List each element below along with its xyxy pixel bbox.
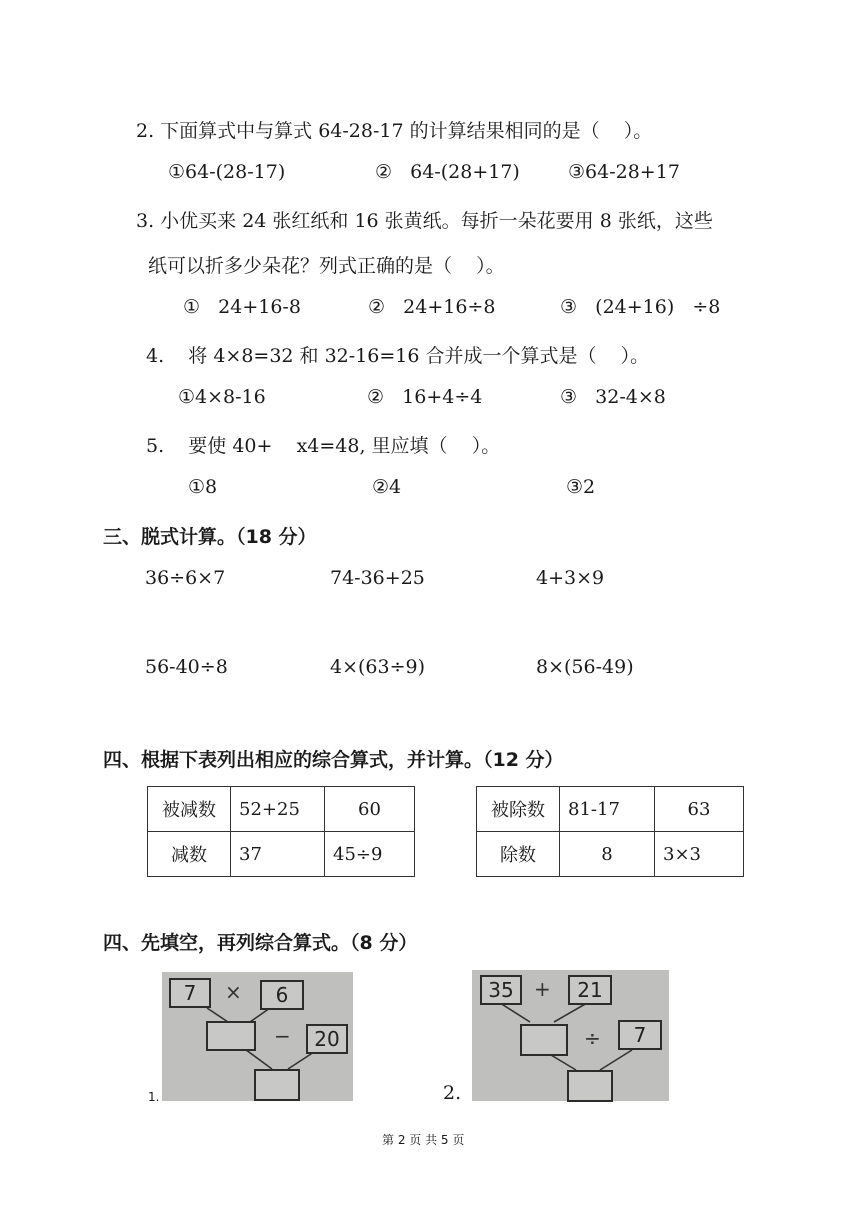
question-5: 5. 要使 40+ x4=48, 里应填（ ）。 [146,435,501,457]
blank-box-1 [520,1024,568,1056]
table-cell: 被除数 [477,787,560,832]
table-cell: 52+25 [231,787,325,832]
calc-4: 56-40÷8 [145,656,228,678]
calc-3: 4+3×9 [536,567,605,589]
q3-option-2: ② 24+16÷8 [368,296,496,318]
q4-option-3: ③ 32-4×8 [560,386,666,408]
division-table [476,786,744,877]
calc-1: 36÷6×7 [145,567,226,589]
table-cell: 除数 [477,832,560,877]
table-row [148,832,415,877]
figure-1-label: 1. [148,1090,160,1104]
section-4a-title: 四、根据下表列出相应的综合算式，并计算。（12 分） [103,749,564,771]
q2-option-3: ③64-28+17 [568,161,680,183]
figure-2-photo [472,970,669,1101]
table-cell: 45÷9 [325,832,415,877]
question-2: 2. 下面算式中与算式 64-28-17 的计算结果相同的是（ ）。 [136,120,653,142]
table-cell: 37 [231,832,325,877]
q4-option-1: ①4×8-16 [178,386,266,408]
table-cell: 63 [655,787,744,832]
table-row [148,787,415,832]
minus-sign: − [274,1024,291,1048]
box-number-b: 21 [568,975,612,1005]
table-row [477,787,744,832]
divide-sign: ÷ [584,1026,601,1050]
box-number-c: 7 [618,1020,662,1050]
calc-6: 8×(56-49) [536,656,634,678]
q3-option-3: ③ (24+16) ÷8 [560,296,721,318]
table-cell: 被减数 [148,787,231,832]
question-3-line-1: 3. 小优买来 24 张红纸和 16 张黄纸。每折一朵花要用 8 张纸，这些 [136,210,713,232]
q2-option-2: ② 64-(28+17) [375,161,520,183]
figure-1-photo [162,972,353,1101]
q5-option-2: ②4 [372,476,402,498]
blank-box-result [254,1069,300,1101]
section-4b-title: 四、先填空，再列综合算式。（8 分） [103,932,418,954]
box-number-a: 35 [480,975,522,1005]
q3-option-1: ① 24+16-8 [183,296,301,318]
q4-option-2: ② 16+4÷4 [367,386,483,408]
subtraction-table [147,786,415,877]
blank-box-1 [206,1021,256,1051]
figure-2-label: 2. [443,1082,462,1104]
box-number-c: 20 [306,1024,348,1054]
table-cell: 3×3 [655,832,744,877]
table-cell: 减数 [148,832,231,877]
q5-option-3: ③2 [566,476,596,498]
calc-2: 74-36+25 [330,567,425,589]
table-row [477,832,744,877]
calc-5: 4×(63÷9) [330,656,426,678]
question-3-line-2: 纸可以折多少朵花？列式正确的是（ ）。 [148,255,505,277]
multiply-sign: × [225,980,242,1004]
q2-option-1: ①64-(28-17) [168,161,286,183]
q5-option-1: ①8 [188,476,218,498]
page-footer: 第 2 页 共 5 页 [382,1133,465,1147]
box-number-b: 6 [260,980,304,1010]
table-cell: 60 [325,787,415,832]
blank-box-result [567,1070,613,1102]
table-cell: 81-17 [560,787,655,832]
section-3-title: 三、脱式计算。（18 分） [103,526,317,548]
table-cell: 8 [560,832,655,877]
plus-sign: + [534,977,551,1001]
box-number-a: 7 [169,978,211,1008]
question-4: 4. 将 4×8=32 和 32-16=16 合并成一个算式是（ ）。 [146,345,650,367]
